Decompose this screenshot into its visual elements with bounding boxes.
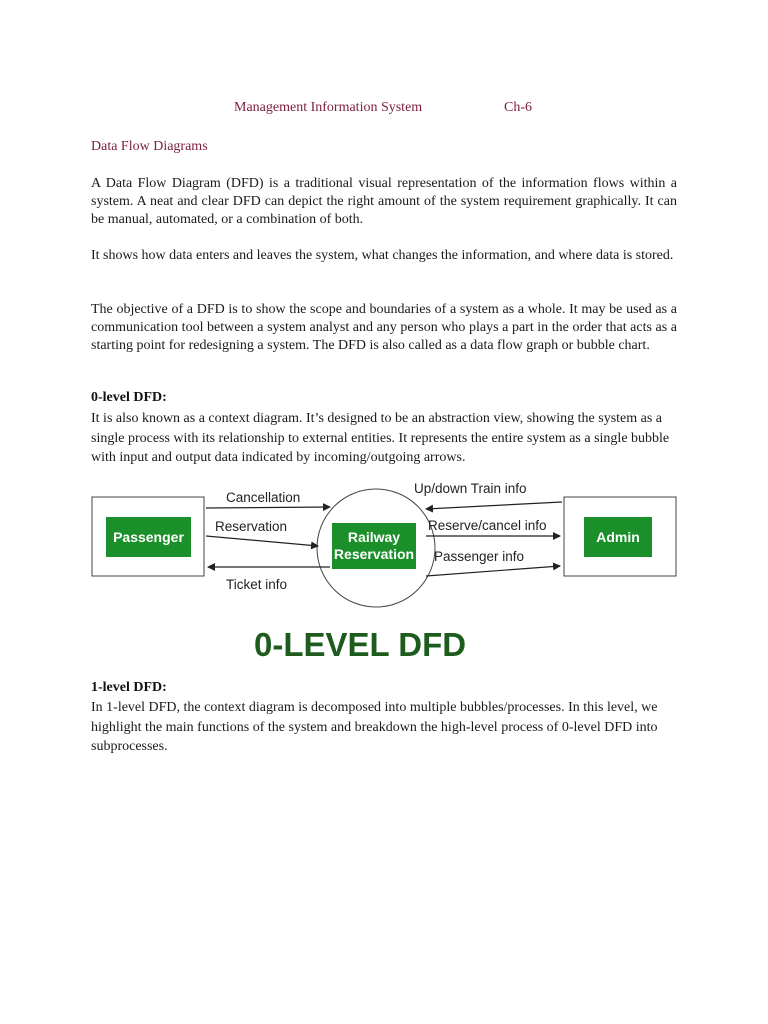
header-title: Management Information System xyxy=(234,100,423,115)
level0-paragraph: It is also known as a context diagram. It’s designed to be an abstraction view, showing the system as a single process with its relationship to external entities. It represents the entire system as a single bubble with input and output data indicated by incoming/outgoing arrows. xyxy=(91,411,670,465)
passenger-info-label: Passenger info xyxy=(434,549,525,564)
process-label-line1: Railway xyxy=(347,529,401,545)
level1-heading: 1-level DFD: xyxy=(91,680,167,695)
cancellation-arrow xyxy=(206,507,330,508)
level0-heading: 0-level DFD: xyxy=(91,390,167,405)
reservation-label: Reservation xyxy=(215,519,288,534)
paragraph-dfd-data-flow: It shows how data enters and leaves the system, what changes the information, and where data is stored. xyxy=(91,248,674,263)
passenger-info-arrow xyxy=(426,566,560,576)
train-info-label: Up/down Train info xyxy=(414,481,527,496)
passenger-label: Passenger xyxy=(113,529,184,545)
dfd-diagram-svg xyxy=(90,478,678,610)
level1-paragraph: In 1-level DFD, the context diagram is decomposed into multiple bubbles/processes. In this level, we highlight the main functions of the system and breakdown the high-level process of 0-level DFD into subprocesses. xyxy=(91,700,658,754)
dfd-diagram xyxy=(90,478,678,610)
page-header xyxy=(234,100,532,116)
diagram-title: 0-LEVEL DFD xyxy=(254,626,467,663)
process-label-line2: Reservation xyxy=(333,546,415,562)
ticket-info-label: Ticket info xyxy=(226,577,288,592)
admin-label: Admin xyxy=(596,529,640,545)
reservation-arrow xyxy=(206,536,318,546)
paragraph-dfd-objective: The objective of a DFD is to show the scope and boundaries of a system as a whole. It may be used as a communication tool between a system analyst and any person who plays a part in the order that acts as a starting point for redesigning a system. The DFD is also called as a data flow graph or bubble chart. xyxy=(91,302,677,353)
cancellation-label: Cancellation xyxy=(226,490,301,505)
reserve-cancel-label: Reserve/cancel info xyxy=(428,518,547,533)
header-chapter: Ch-6 xyxy=(504,100,532,115)
section-title: Data Flow Diagrams xyxy=(91,139,208,154)
train-info-arrow xyxy=(426,502,562,509)
paragraph-dfd-definition: A Data Flow Diagram (DFD) is a traditional visual representation of the information flows within a system. A neat and clear DFD can depict the right amount of the system requirement graphically. It can be manual, automated, or a combination of both. xyxy=(91,176,677,227)
